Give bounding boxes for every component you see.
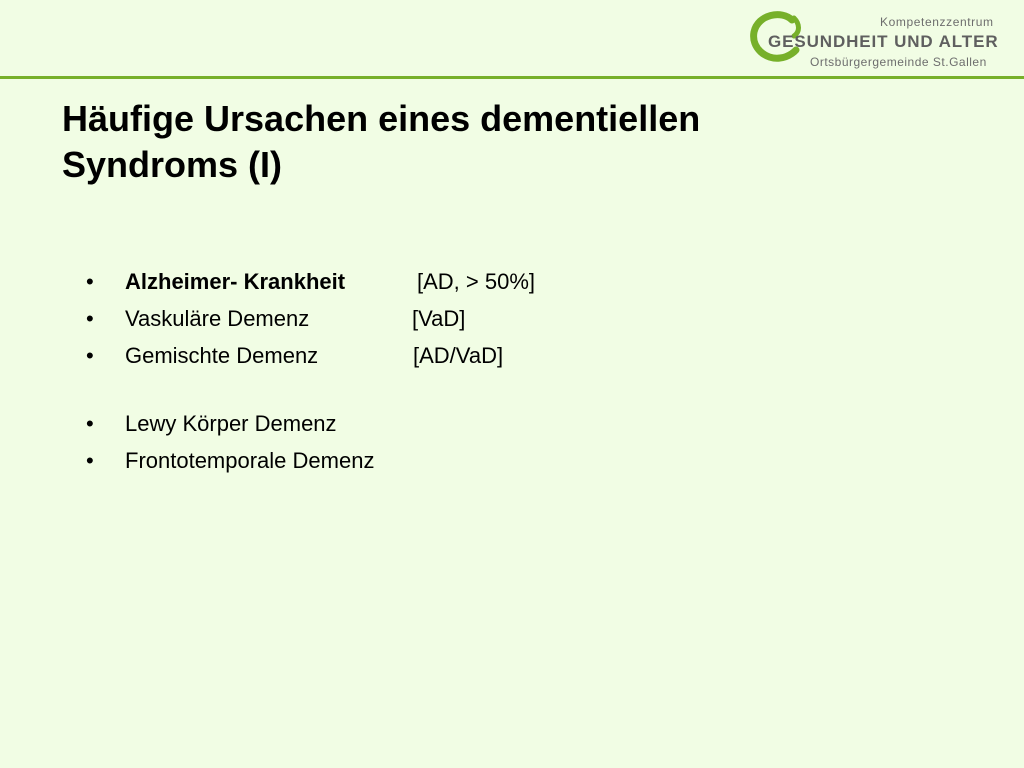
bullet-label: Gemischte Demenz — [125, 343, 319, 368]
bullet-item — [0, 337, 1024, 374]
slide-title-line-2: Syndroms (I) — [62, 144, 283, 185]
logo-subtitle-bottom: Ortsbürgergemeinde St.Gallen — [810, 55, 987, 69]
header-divider — [0, 76, 1024, 79]
organization-logo — [748, 10, 1008, 70]
bullet-label: Frontotemporale Demenz — [125, 448, 375, 473]
bullet-label: Lewy Körper Demenz — [125, 411, 337, 436]
bullet-abbreviation: [AD/VaD] — [413, 343, 504, 368]
logo-wordmark-rest: ESUNDHEIT UND ALTER — [782, 32, 999, 51]
bullet-item — [0, 405, 1024, 442]
logo-wordmark — [768, 32, 999, 52]
logo-subtitle-top: Kompetenzzentrum — [880, 15, 994, 29]
bullet-list — [0, 263, 1024, 479]
bullet-glyph: • — [86, 448, 94, 473]
bullet-item — [0, 300, 1024, 337]
bullet-glyph: • — [86, 343, 94, 368]
bullet-glyph: • — [86, 306, 94, 331]
bullet-glyph: • — [86, 269, 94, 294]
bullet-abbreviation: [VaD] — [412, 306, 466, 331]
bullet-item — [0, 442, 1024, 479]
logo-wordmark-initial: G — [768, 32, 783, 51]
slide-title-line-1: Häufige Ursachen eines dementiellen — [62, 98, 701, 139]
bullet-item — [0, 263, 1024, 300]
bullet-label: Vaskuläre Demenz — [125, 306, 310, 331]
slide-title — [62, 96, 962, 188]
bullet-glyph: • — [86, 411, 94, 436]
bullet-label: Alzheimer- Krankheit — [125, 269, 346, 294]
bullet-abbreviation: [AD, > 50%] — [417, 269, 536, 294]
